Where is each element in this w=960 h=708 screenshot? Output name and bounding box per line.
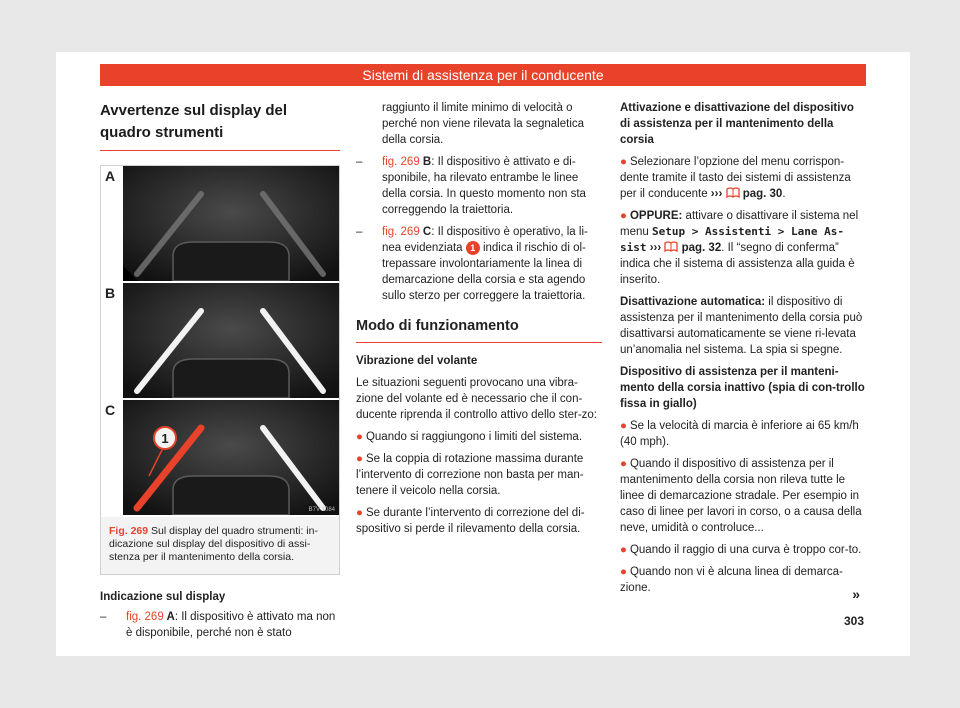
activation-title: Attivazione e disattivazione del dispositivo di assistenza per il mantenimento della corsia (620, 102, 854, 146)
figure-panel-a (101, 166, 339, 283)
marker-1-badge: 1 (466, 241, 480, 255)
fig-link[interactable]: fig. 269 (382, 226, 420, 238)
panel-label-c: C (105, 402, 116, 418)
page-link[interactable]: pag. 30 (739, 188, 783, 200)
panel-label-b: B (105, 285, 116, 301)
indication-item-b: – fig. 269 B: Il dispositivo è attivato e di-sponibile, ha rilevato entrambe le linee della corsia. In questo momento non sta correggendo la traiettoria. (356, 156, 586, 216)
lane-display-c-image (123, 400, 339, 515)
list-item: ● Quando il dispositivo di assistenza per il mantenimento della corsia non rileva tutte le linee di demarcazione stradale. Per esempio in caso di linee per lavori in corso, o a causa della neve, umidità o controluce... (620, 458, 862, 534)
bullet-icon: ● (620, 566, 627, 578)
figure-panel-b (101, 283, 339, 400)
bullet-icon: ● (620, 458, 627, 470)
auto-deactivation: Disattivazione automatica: il dispositivo di assistenza per il mantenimento della corsia può disattivarsi automaticamente se viene ri-levata un’anomalia nel sistema. La spia si spegne. (620, 296, 863, 356)
list-item: ● Se la coppia di rotazione massima durante l’intervento di correzione non basta per man-tenere il veicolo nella corsia. (356, 453, 584, 497)
book-icon (726, 187, 740, 198)
list-item: ● Quando non vi è alcuna linea di demarca-zione. (620, 566, 843, 594)
indication-block (100, 589, 340, 641)
figure-marker-1: 1 (161, 431, 169, 446)
list-item: ● Se la velocità di marcia è inferiore ai 65 km/h (40 mph). (620, 420, 859, 448)
panel-label-a: A (105, 168, 116, 184)
list-item: ● Quando si raggiungono i limiti del sistema. (356, 431, 583, 443)
continued-text: raggiunto il limite minimo di velocità o perché non viene rilevata la segnaletica della corsia. (382, 102, 585, 146)
bullet-icon: ● (620, 156, 627, 168)
fig-link[interactable]: fig. 269 (382, 156, 420, 168)
chapter-header: Sistemi di assistenza per il conducente (100, 64, 866, 86)
indication-item-c: – fig. 269 C: Il dispositivo è operativo, la li-nea evidenziata 1 indica il rischio di ol-trepassare involontariamente la linea di demarcazione della corsia e sta agendo sullo sterzo per correggere la traiettoria. (356, 226, 588, 302)
indication-title: Indicazione sul display (100, 591, 226, 603)
bullet-icon: ● (620, 420, 627, 432)
list-item: ● OPPURE: attivare o disattivare il sistema nel menu Setup > Assistenti > Lane As-sist ››› pag. 32. Il “segno di conferma” indica che il sistema di assistenza alla guida è inserito. (620, 210, 859, 286)
lane-display-b-image (123, 283, 339, 398)
bullet-icon: ● (620, 544, 627, 556)
figure-269 (100, 165, 340, 575)
section-title: Avvertenze sul display del quadro strumenti (100, 100, 340, 151)
bullet-icon: ● (356, 453, 363, 465)
vibration-title: Vibrazione del volante (356, 355, 478, 367)
column-2 (356, 100, 602, 543)
vibration-text: Le situazioni seguenti provocano una vibra-zione del volante ed è necessario che il con-ducente riprenda il controllo attivo dello ster-zo: (356, 377, 597, 421)
continued-icon: » (852, 586, 860, 602)
list-item: ● Selezionare l’opzione del menu corrispon-dente tramite il tasto dei sistemi di assistenza per il conducente ››› pag. 30. (620, 156, 851, 200)
fig-link[interactable]: fig. 269 (126, 611, 164, 623)
bullet-icon: ● (620, 210, 627, 222)
figure-caption: Fig. 269 Sul display del quadro strumenti: in-dicazione sul display del dispositivo di assi-stenza per il mantenimento della corsia. (101, 517, 339, 574)
column-1 (100, 100, 340, 647)
menu-path: Setup > Assistenti > Lane As-sist (620, 225, 845, 254)
list-item: ● Quando il raggio di una curva è troppo cor-to. (620, 544, 862, 556)
page-link[interactable]: pag. 32 (678, 242, 722, 254)
page-number: 303 (843, 614, 864, 628)
function-section-title: Modo di funzionamento (356, 318, 602, 343)
inactive-title: Dispositivo di assistenza per il manteni-mento della corsia inattivo (spia di con-trollo fissa in giallo) (620, 366, 865, 410)
figure-panel-c (101, 400, 339, 517)
list-item: ● Se durante l’intervento di correzione del di-spositivo si perde il rilevamento della corsia. (356, 507, 585, 535)
book-icon (664, 241, 678, 252)
figure-code: B7V-1084 (308, 507, 335, 513)
lane-display-a-image (123, 166, 339, 281)
indication-item-a: – fig. 269 A: Il dispositivo è attivato ma non è disponibile, perché non è stato (100, 611, 336, 639)
manual-page (56, 52, 910, 656)
bullet-icon: ● (356, 431, 363, 443)
bullet-icon: ● (356, 507, 363, 519)
column-3 (620, 100, 866, 602)
